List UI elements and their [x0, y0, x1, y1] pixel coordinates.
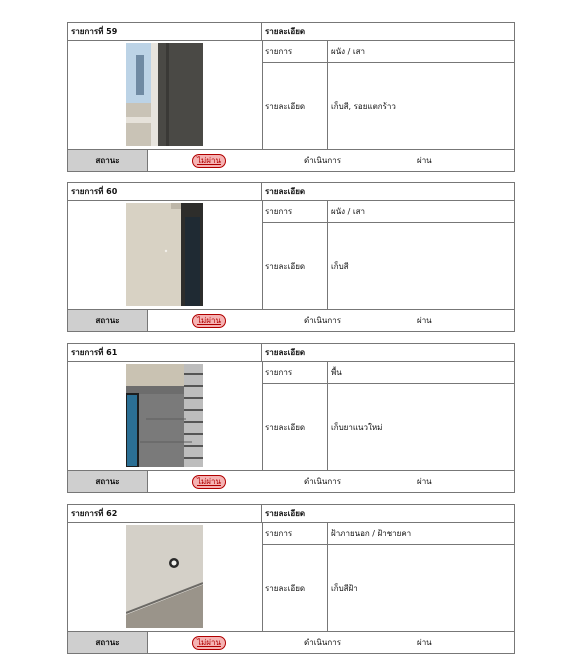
inspection-card-61 [67, 343, 515, 493]
item-label: รายการ [262, 201, 328, 223]
inspection-card-60 [67, 182, 515, 332]
item-value: ฝ้าภายนอก / ฝ้าชายคา [328, 523, 514, 545]
status-pass-option[interactable]: ผ่าน [417, 156, 432, 165]
detail-column-header: รายละเอียด [262, 344, 514, 362]
item-number-header: รายการที่ 62 [68, 505, 262, 523]
inspection-photo [126, 43, 203, 146]
item-number-header: รายการที่ 59 [68, 23, 262, 41]
status-pass-option[interactable]: ผ่าน [417, 477, 432, 486]
detail-column-header: รายละเอียด [262, 23, 514, 41]
status-in-progress-option[interactable]: ดำเนินการ [304, 638, 341, 647]
status-label: สถานะ [68, 150, 148, 171]
detail-value: เก็บสีฝ้า [331, 583, 358, 593]
item-value: ผนัง / เสา [328, 201, 514, 223]
detail-value: เก็บยาแนวใหม่ [331, 422, 383, 432]
item-label: รายการ [262, 362, 328, 384]
item-label: รายการ [262, 41, 328, 63]
inspection-photo [126, 203, 203, 306]
status-in-progress-option[interactable]: ดำเนินการ [304, 477, 341, 486]
status-row [68, 470, 514, 492]
inspection-photo [126, 525, 203, 628]
item-number-header: รายการที่ 60 [68, 183, 262, 201]
detail-label: รายละเอียด [262, 63, 328, 149]
status-fail-badge[interactable]: ไม่ผ่าน [192, 636, 226, 650]
status-row [68, 309, 514, 331]
detail-label: รายละเอียด [262, 384, 328, 470]
status-row [68, 149, 514, 171]
detail-label: รายละเอียด [262, 223, 328, 309]
status-label: สถานะ [68, 471, 148, 492]
item-value: พื้น [328, 362, 514, 384]
detail-label: รายละเอียด [262, 545, 328, 631]
status-in-progress-option[interactable]: ดำเนินการ [304, 156, 341, 165]
inspection-card-62 [67, 504, 515, 654]
detail-value: เก็บสี, รอยแตกร้าว [331, 101, 396, 111]
inspection-card-59 [67, 22, 515, 172]
detail-column-header: รายละเอียด [262, 505, 514, 523]
status-pass-option[interactable]: ผ่าน [417, 638, 432, 647]
status-in-progress-option[interactable]: ดำเนินการ [304, 316, 341, 325]
item-label: รายการ [262, 523, 328, 545]
status-fail-badge[interactable]: ไม่ผ่าน [192, 154, 226, 168]
status-pass-option[interactable]: ผ่าน [417, 316, 432, 325]
status-fail-badge[interactable]: ไม่ผ่าน [192, 475, 226, 489]
item-number-header: รายการที่ 61 [68, 344, 262, 362]
inspection-photo [126, 364, 203, 467]
item-value: ผนัง / เสา [328, 41, 514, 63]
status-label: สถานะ [68, 632, 148, 653]
detail-column-header: รายละเอียด [262, 183, 514, 201]
status-row [68, 631, 514, 653]
status-label: สถานะ [68, 310, 148, 331]
status-fail-badge[interactable]: ไม่ผ่าน [192, 314, 226, 328]
detail-value: เก็บสี [331, 261, 349, 271]
